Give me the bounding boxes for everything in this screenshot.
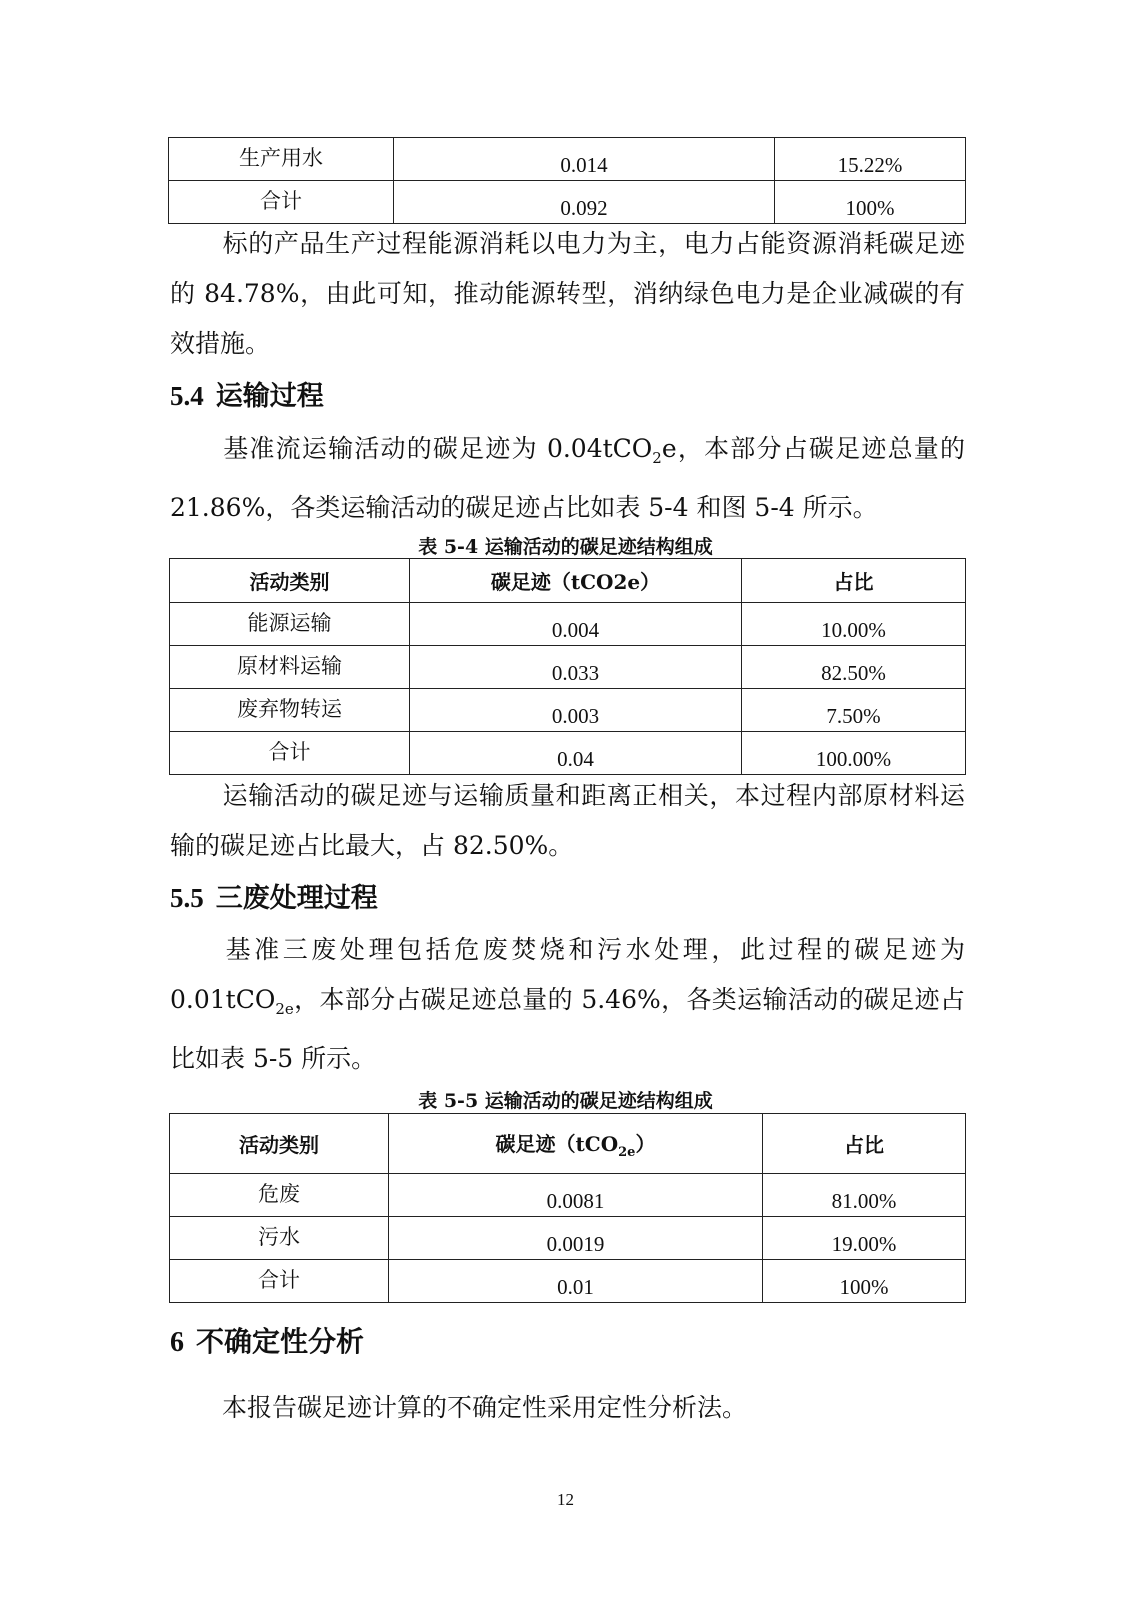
table-cell: 0.033 — [410, 646, 742, 689]
table-cell: 100.00% — [742, 732, 966, 775]
table-cell: 0.04 — [410, 732, 742, 775]
table-caption-5-5: 表 5-5 运输活动的碳足迹结构组成 — [418, 1090, 713, 1112]
table-cell: 污水 — [170, 1217, 389, 1260]
table-header: 占比 — [763, 1114, 966, 1174]
table-row — [170, 1217, 966, 1260]
table-cell: 81.00% — [763, 1174, 966, 1217]
table-cell: 0.092 — [394, 181, 775, 224]
paragraph-energy-summary: 标的产品生产过程能源消耗以电力为主，电力占能资源消耗碳足迹的 84.78%，由此可知，推动能源转型，消纳绿色电力是企业减碳的有效措施。 — [170, 229, 965, 358]
paragraph-waste-intro: 基准三废处理包括危废焚烧和污水处理，此过程的碳足迹为 0.01tCO$_{2e}$，本部分占碳足迹总量的 5.46%，各类运输活动的碳足迹占比如表 5-5 所示。 — [170, 935, 965, 1073]
table-cell: 废弃物转运 — [170, 689, 410, 732]
section-heading-6: 6 不确定性分析 — [170, 1325, 365, 1358]
table-row — [170, 1174, 966, 1217]
table-cell: 0.003 — [410, 689, 742, 732]
table-cell: 合计 — [170, 732, 410, 775]
table-row — [169, 138, 966, 181]
table-header: 活动类别 — [170, 559, 410, 603]
section-heading-5-4: 5.4 运输过程 — [170, 381, 324, 412]
table-cell: 能源运输 — [170, 603, 410, 646]
table-header-row — [170, 559, 966, 603]
table-cell: 82.50% — [742, 646, 966, 689]
table-row — [170, 646, 966, 689]
table-caption-5-4: 表 5-4 运输活动的碳足迹结构组成 — [418, 536, 713, 558]
table-cell: 0.014 — [394, 138, 775, 181]
table-prev-continued — [168, 137, 966, 224]
table-row — [170, 603, 966, 646]
table-cell: 危废 — [170, 1174, 389, 1217]
table-row — [170, 689, 966, 732]
table-header: 碳足迹（tCO2e） — [410, 559, 742, 603]
table-cell: 0.0081 — [389, 1174, 763, 1217]
table-header: 碳足迹（tCO$_{2e}$） — [389, 1114, 763, 1174]
table-cell: 合计 — [170, 1260, 389, 1303]
page-number: 12 — [557, 1490, 574, 1509]
table-cell: 10.00% — [742, 603, 966, 646]
table-row — [169, 181, 966, 224]
table-5-4 — [169, 558, 966, 775]
table-cell: 7.50% — [742, 689, 966, 732]
table-cell: 100% — [775, 181, 966, 224]
table-cell: 100% — [763, 1260, 966, 1303]
table-5-5 — [169, 1113, 966, 1303]
section-heading-5-5: 5.5 三废处理过程 — [170, 883, 378, 914]
table-row — [170, 732, 966, 775]
table-cell: 生产用水 — [169, 138, 394, 181]
table-row — [170, 1260, 966, 1303]
table-cell: 原材料运输 — [170, 646, 410, 689]
table-header: 占比 — [742, 559, 966, 603]
paragraph-uncertainty: 本报告碳足迹计算的不确定性采用定性分析法。 — [222, 1393, 748, 1422]
table-header-row — [170, 1114, 966, 1174]
table-cell: 0.01 — [389, 1260, 763, 1303]
table-cell: 15.22% — [775, 138, 966, 181]
table-header: 活动类别 — [170, 1114, 389, 1174]
table-cell: 0.004 — [410, 603, 742, 646]
paragraph-transport-analysis: 运输活动的碳足迹与运输质量和距离正相关，本过程内部原材料运输的碳足迹占比最大，占 82.50%。 — [170, 781, 965, 860]
paragraph-transport-intro: 基准流运输活动的碳足迹为 0.04tCO$_2$e，本部分占碳足迹总量的 21.86%，各类运输活动的碳足迹占比如表 5-4 和图 5-4 所示。 — [170, 434, 965, 522]
table-cell: 合计 — [169, 181, 394, 224]
table-cell: 19.00% — [763, 1217, 966, 1260]
table-cell: 0.0019 — [389, 1217, 763, 1260]
